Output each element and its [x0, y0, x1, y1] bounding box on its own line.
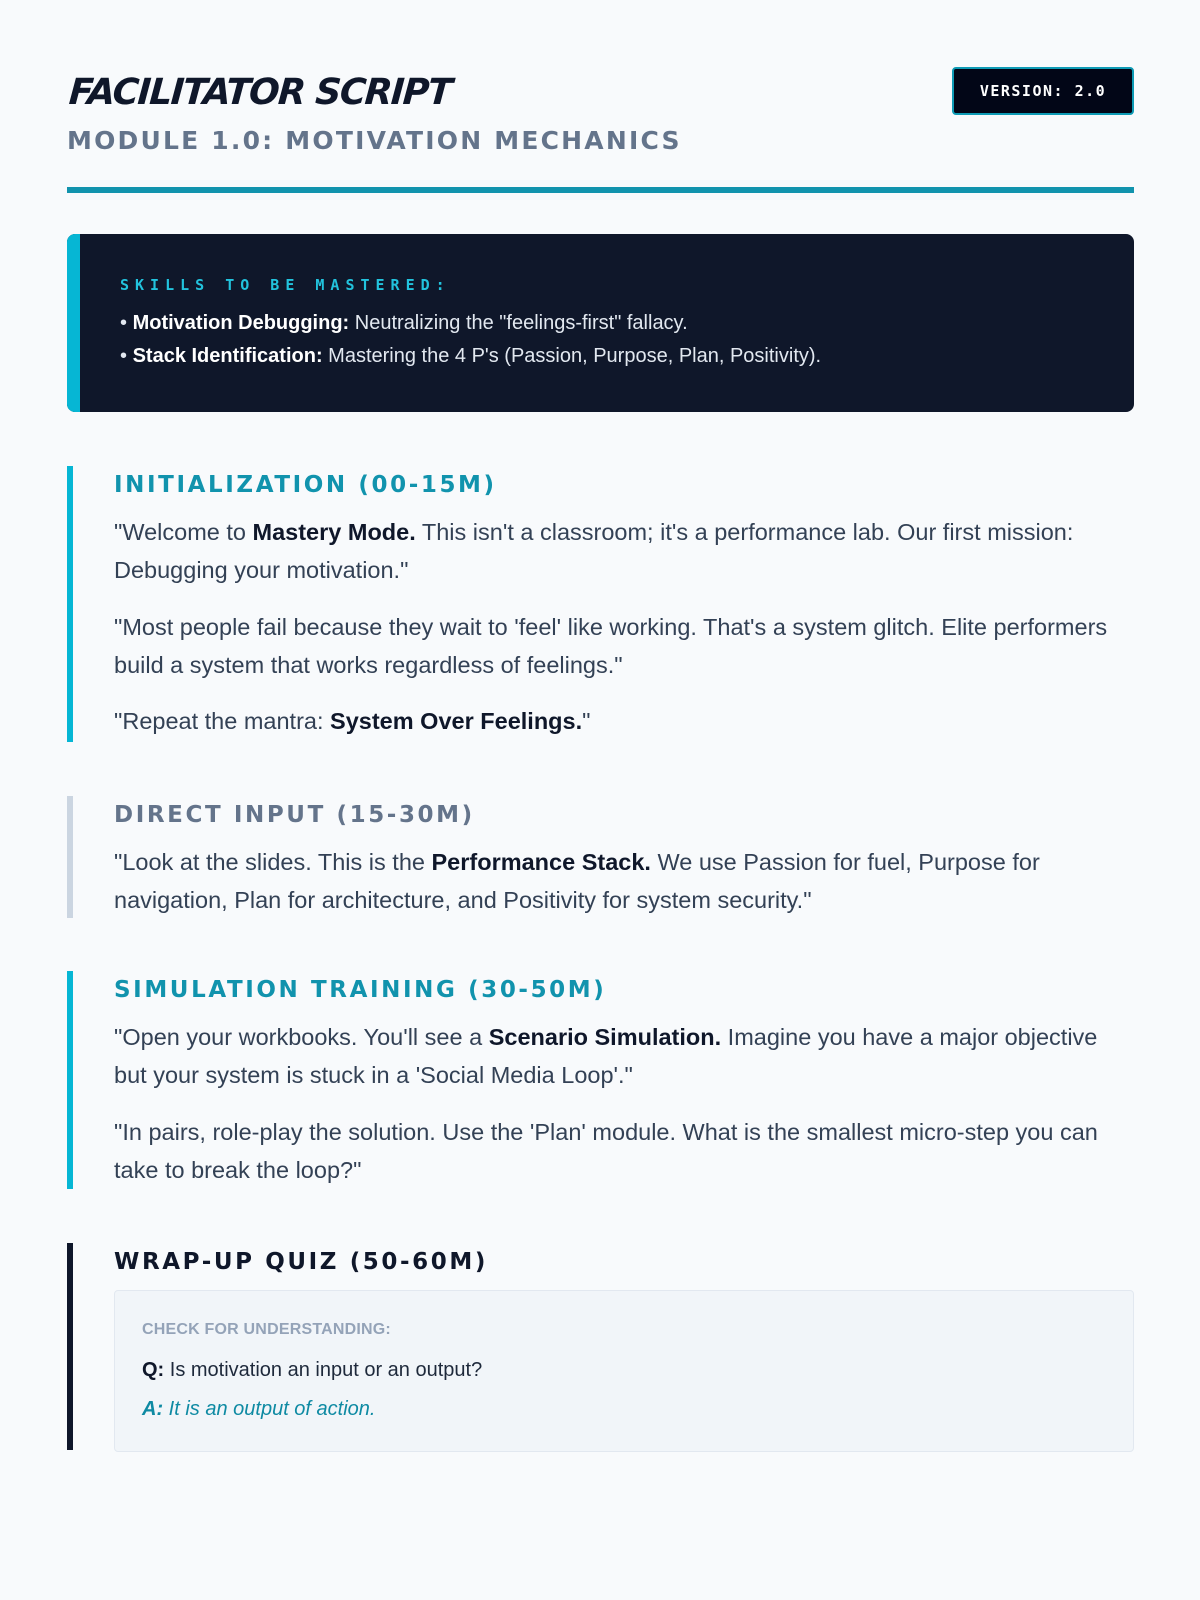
section-heading: WRAP-UP QUIZ (50-60M)	[114, 1249, 488, 1275]
skill-label: Stack Identification:	[132, 345, 323, 367]
facilitator-script-page	[67, 0, 1134, 1420]
page-title: FACILITATOR SCRIPT	[67, 72, 453, 113]
skill-label: Motivation Debugging:	[132, 312, 350, 334]
section-simulation-training	[67, 971, 1134, 1189]
section-heading: INITIALIZATION (00-15M)	[114, 472, 497, 498]
section-accent-bar	[67, 971, 73, 1189]
skill-text: Neutralizing the "feelings-first" fallacy.	[354, 312, 688, 334]
quiz-question: Q: Is motivation an input or an output?	[142, 1359, 483, 1381]
skills-accent-bar	[67, 234, 80, 412]
document-header	[67, 0, 1134, 194]
section-wrap-up-quiz	[67, 1243, 1134, 1450]
skill-item	[120, 312, 688, 335]
section-accent-bar	[67, 1243, 73, 1450]
script-paragraph: "In pairs, role-play the solution. Use the 'Plan' module. What is the smallest micro-step you can take to break the loop?"	[114, 1119, 1098, 1183]
quiz-answer: A: It is an output of action.	[142, 1398, 376, 1420]
skills-heading: SKILLS TO BE MASTERED:	[120, 276, 451, 294]
quiz-box	[114, 1290, 1134, 1452]
section-heading: DIRECT INPUT (15-30M)	[114, 802, 475, 828]
script-paragraph: "Welcome to Mastery Mode. This isn't a classroom; it's a performance lab. Our first mission: Debugging your motivation."	[114, 519, 1074, 583]
section-initialization	[67, 466, 1134, 742]
skills-panel	[67, 234, 1134, 412]
module-subtitle: MODULE 1.0: MOTIVATION MECHANICS	[67, 126, 682, 155]
section-accent-bar	[67, 466, 73, 742]
bullet: •	[120, 312, 128, 334]
version-badge: VERSION: 2.0	[952, 67, 1134, 115]
skill-text: Mastering the 4 P's (Passion, Purpose, Plan, Positivity).	[328, 345, 822, 367]
skill-item	[120, 345, 821, 368]
script-paragraph: "Look at the slides. This is the Performance Stack. We use Passion for fuel, Purpose for navigation, Plan for architecture, and Positivity for system security."	[114, 849, 1040, 913]
script-paragraph: "Repeat the mantra: System Over Feelings."	[114, 708, 591, 734]
script-paragraph: "Most people fail because they wait to 'feel' like working. That's a system glitch. Elite performers build a system that works regardless of feelings."	[114, 614, 1108, 678]
section-direct-input	[67, 796, 1134, 918]
quiz-label: CHECK FOR UNDERSTANDING:	[142, 1321, 391, 1338]
section-accent-bar	[67, 796, 73, 918]
header-divider	[67, 187, 1134, 193]
script-paragraph: "Open your workbooks. You'll see a Scenario Simulation. Imagine you have a major objective but your system is stuck in a 'Social Media Loop'."	[114, 1024, 1098, 1088]
bullet: •	[120, 345, 128, 367]
section-heading: SIMULATION TRAINING (30-50M)	[114, 977, 607, 1003]
